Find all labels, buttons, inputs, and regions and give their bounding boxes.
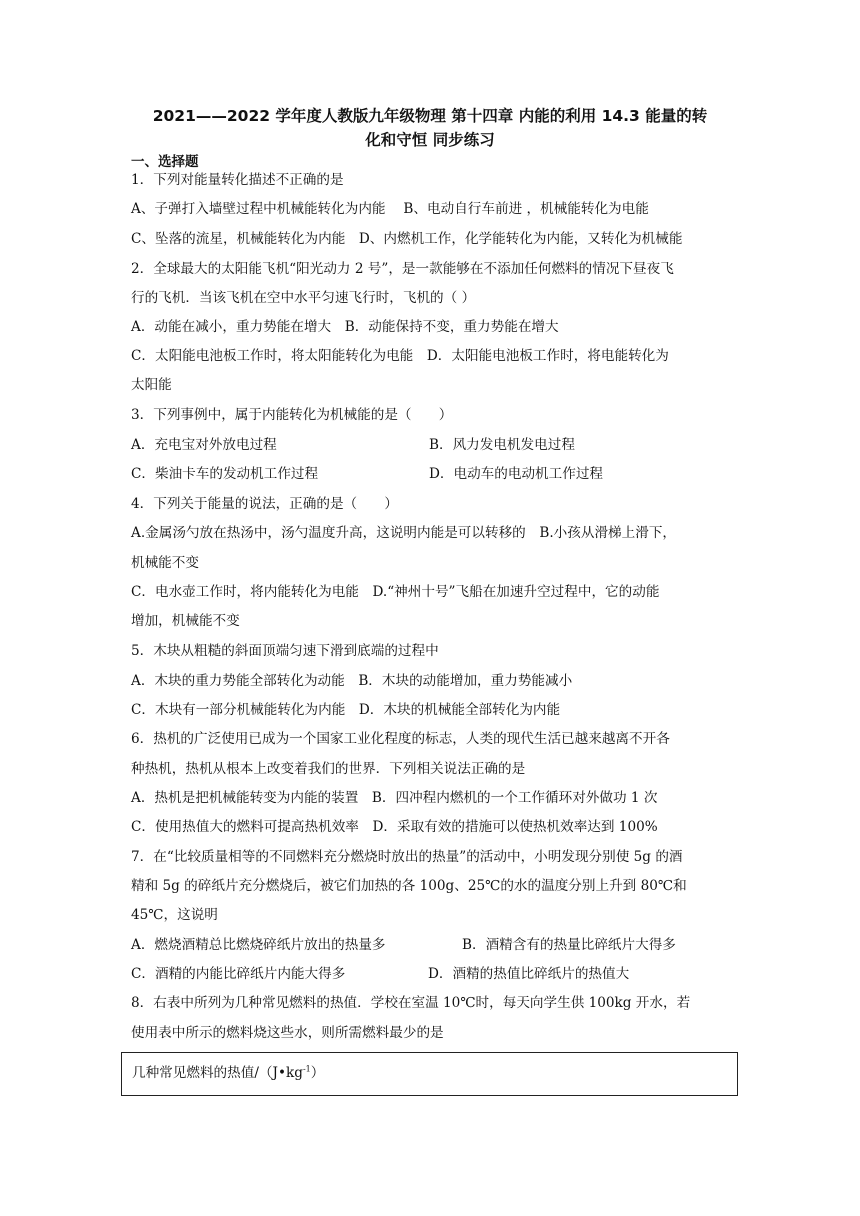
- q2-stem-line-1: 2．全球最大的太阳能飞机“阳光动力 2 号”，是一款能够在不添加任何燃料的情况下昼夜飞: [131, 261, 674, 277]
- q2-options-cd: C．太阳能电池板工作时，将太阳能转化为电能 D．太阳能电池板工作时，将电能转化为: [131, 348, 669, 364]
- section-heading: 一、选择题: [131, 154, 199, 170]
- title-line-2: 化和守恒 同步练习: [365, 131, 495, 149]
- q6-stem-line-1: 6．热机的广泛使用已成为一个国家工业化程度的标志，人类的现代生活已越来越离不开各: [131, 731, 670, 747]
- q1-stem: 1．下列对能量转化描述不正确的是: [131, 172, 344, 188]
- table-header-text: 几种常见燃料的热值/（J•kg: [132, 1065, 303, 1081]
- q7-option-c: C．酒精的内能比碎纸片内能大得多: [131, 966, 346, 982]
- q6-stem-line-2: 种热机，热机从根本上改变着我们的世界．下列相关说法正确的是: [131, 761, 526, 777]
- q5-stem: 5．木块从粗糙的斜面顶端匀速下滑到底端的过程中: [131, 643, 439, 659]
- q3-stem: 3．下列事例中，属于内能转化为机械能的是（ ）: [131, 407, 453, 423]
- q7-stem-line-2: 精和 5g 的碎纸片充分燃烧后，被它们加热的各 100g、25℃的水的温度分别上升到 80℃和: [131, 878, 687, 894]
- fuel-heat-value-table: [121, 1052, 738, 1096]
- page-title: [110, 104, 750, 152]
- table-header-close: ）: [310, 1065, 325, 1081]
- title-line-1: 2021——2022 学年度人教版九年级物理 第十四章 内能的利用 14.3 能量的转: [152, 107, 708, 125]
- q5-options-cd: C．木块有一部分机械能转化为内能 D．木块的机械能全部转化为内能: [131, 702, 561, 718]
- q7-option-a: A．燃烧酒精总比燃烧碎纸片放出的热量多: [131, 937, 386, 953]
- table-header: [132, 1061, 324, 1081]
- q7-stem-line-3: 45℃，这说明: [131, 907, 218, 923]
- q8-stem-line-1: 8．右表中所列为几种常见燃料的热值．学校在室温 10℃时，每天向学生供 100kg 开水，若: [131, 995, 691, 1011]
- q4-options-cd-cont: 增加，机械能不变: [131, 613, 240, 629]
- q4-options-ab-cont: 机械能不变: [131, 555, 199, 571]
- q7-option-b: B．酒精含有的热量比碎纸片大得多: [462, 937, 676, 953]
- q5-options-ab: A．木块的重力势能全部转化为动能 B．木块的动能增加，重力势能减小: [131, 673, 573, 689]
- q8-stem-line-2: 使用表中所示的燃料烧这些水，则所需燃料最少的是: [131, 1025, 444, 1041]
- q6-options-cd: C．使用热值大的燃料可提高热机效率 D．采取有效的措施可以使热机效率达到 100%: [131, 819, 658, 835]
- q4-options-ab: A.金属汤勺放在热汤中，汤勺温度升高，这说明内能是可以转移的 B.小孩从滑梯上滑下，: [131, 525, 677, 541]
- q1-options-cd: C、坠落的流星，机械能转化为内能 D、内燃机工作，化学能转化为内能，又转化为机械能: [131, 231, 683, 247]
- q7-stem-line-1: 7．在“比较质量相等的不同燃料充分燃烧时放出的热量”的活动中，小明发现分别使 5g 的酒: [131, 849, 683, 865]
- table-header-exponent: -1: [302, 1064, 311, 1074]
- q1-options-ab: A、子弹打入墙壁过程中机械能转化为内能 B、电动自行车前进 ，机械能转化为电能: [131, 201, 649, 217]
- q6-options-ab: A．热机是把机械能转变为内能的装置 B．四冲程内燃机的一个工作循环对外做功 1 次: [131, 790, 658, 806]
- q3-option-a: A．充电宝对外放电过程: [131, 437, 277, 453]
- q3-option-c: C．柴油卡车的发动机工作过程: [131, 466, 319, 482]
- q4-stem: 4．下列关于能量的说法，正确的是（ ）: [131, 496, 398, 512]
- q2-options-ab: A．动能在减小，重力势能在增大 B．动能保持不变，重力势能在增大: [131, 319, 559, 335]
- q2-stem-line-2: 行的飞机．当该飞机在空中水平匀速飞行时，飞机的（ ）: [131, 290, 476, 306]
- q3-option-b: B．风力发电机发电过程: [429, 437, 575, 453]
- q2-options-cd-cont: 太阳能: [131, 377, 172, 393]
- q7-option-d: D．酒精的热值比碎纸片的热值大: [428, 966, 630, 982]
- q4-options-cd: C．电水壶工作时，将内能转化为电能 D.“神州十号”飞船在加速升空过程中，它的动能: [131, 584, 660, 600]
- q3-option-d: D．电动车的电动机工作过程: [429, 466, 604, 482]
